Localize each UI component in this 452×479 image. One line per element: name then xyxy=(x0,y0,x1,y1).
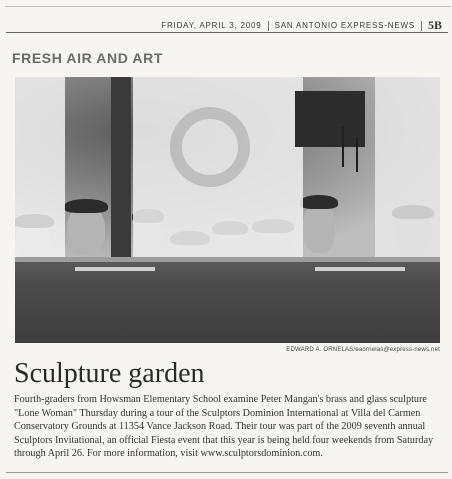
photo-child-face xyxy=(303,201,335,253)
caption-line: "Lone Woman" Thursday during a tour of the Sculptors Dominion International at Villa del Carmen xyxy=(14,407,421,419)
caption-line: Fourth-graders from Howsman Elementary School examine Peter Mangan's brass and glass sculpture xyxy=(14,394,427,405)
masthead-paper: SAN ANTONIO EXPRESS-NEWS xyxy=(274,21,415,30)
caption-line: Conservatory Grounds at 11354 Vance Jackson Road. Their tour was part of the 2009 seventh annual xyxy=(14,421,426,432)
caption-line: through April 26. For more information, visit www.sculptorsdominion.com. xyxy=(14,448,323,459)
masthead-rule xyxy=(6,32,448,33)
caption-line: Sculptors Invitational, an official Fiesta event that this year is being held four weekends from Saturday xyxy=(14,434,434,446)
sculpture-circle-motif xyxy=(170,107,250,187)
sculpture-hanger xyxy=(342,127,344,167)
sculpture-hanger xyxy=(356,137,358,172)
base-reflection xyxy=(75,267,155,271)
masthead-date: FRIDAY, APRIL 3, 2009 xyxy=(161,21,262,30)
bottom-rule xyxy=(6,472,448,473)
news-photo xyxy=(15,77,440,343)
photo-caption xyxy=(14,393,442,461)
sculpture-dark-plate xyxy=(295,91,365,147)
sculpture-glass-panel xyxy=(15,77,65,287)
section-label: FRESH AIR AND ART xyxy=(12,50,163,66)
page-number: 5B xyxy=(427,18,442,32)
masthead xyxy=(161,18,442,33)
photo-child-face xyxy=(67,205,105,255)
sculpture-post xyxy=(111,77,131,267)
sculpture-base xyxy=(15,262,440,343)
base-reflection xyxy=(315,267,405,271)
photo-credit: EDWARD A. ORNELAS/eaornelas@express-news.net xyxy=(286,347,440,353)
page-edge-line xyxy=(5,6,451,7)
masthead-separator xyxy=(268,21,269,31)
headline: Sculpture garden xyxy=(14,358,205,389)
masthead-separator xyxy=(421,21,422,31)
